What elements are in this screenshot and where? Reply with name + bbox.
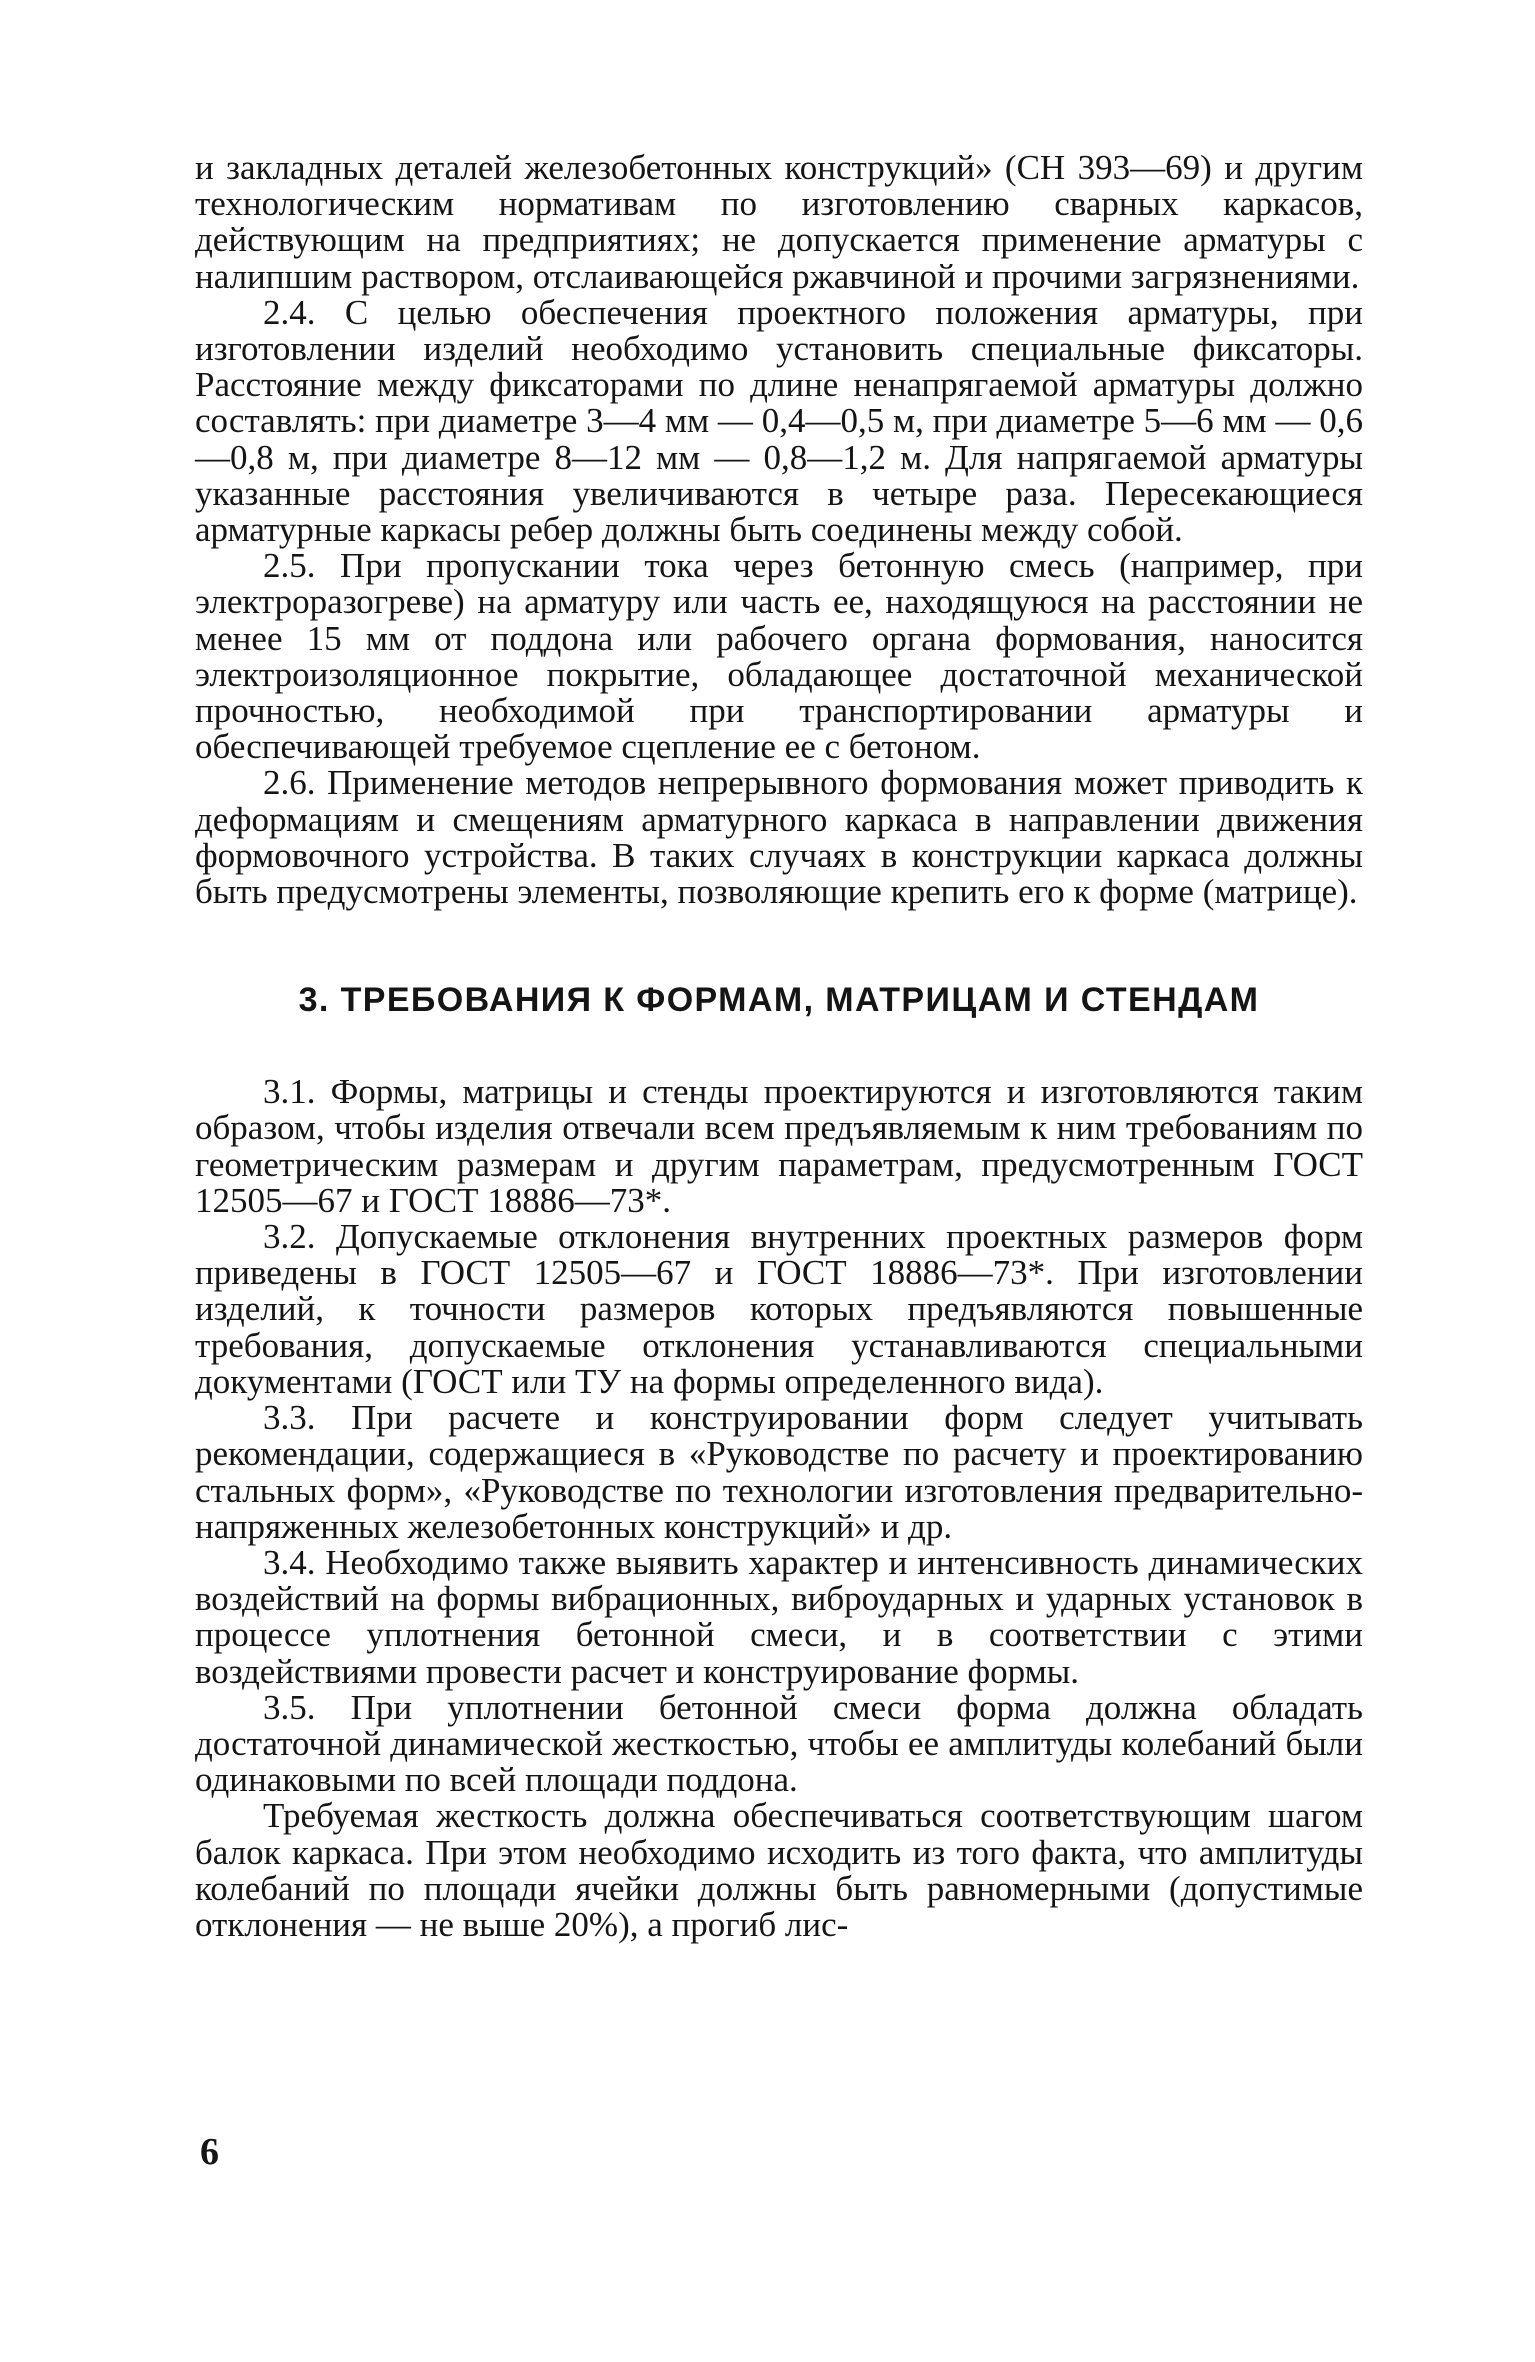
page-number: 6 bbox=[200, 2131, 219, 2173]
paragraph-3-4: 3.4. Необходимо также выявить характер и интенсивность динамических воздействий на формы вибрационных, виброударных и ударных установок в процессе уплотнения бетонной смеси, и в соответствии с этими воздействиями провести расчет и конструирование формы. bbox=[195, 1542, 1363, 1691]
paragraph-2-5: 2.5. При пропускании тока через бетонную смесь (например, при электроразогреве) на арматуру или часть ее, находящуюся на расстоянии не менее 15 мм от поддона или рабочего органа формования, наносится электроизоляционное покрытие, обладающее достаточной механической прочностью, необходимой при транспортировании арматуры и обеспечивающей требуемое сцепление ее с бетоном. bbox=[195, 546, 1363, 767]
paragraph-3-5: 3.5. При уплотнении бетонной смеси форма должна обладать достаточной динамической жесткостью, чтобы ее амплитуды колебаний были одинаковыми по всей площади поддона. bbox=[195, 1687, 1363, 1800]
paragraph-3-5-continued: Требуемая жесткость должна обеспечиваться соответствующим шагом балок каркаса. При этом необходимо исходить из того факта, что амплитуды колебаний по площади ячейки должны быть равномерными (допустимые отклонения — не выше 20%), а прогиб лис- bbox=[195, 1796, 1363, 1944]
document-page bbox=[195, 150, 1363, 1943]
paragraph-2-6: 2.6. Применение методов непрерывного формования может приводить к деформациям и смещениям арматурного каркаса в направлении движения формовочного устройства. В таких случаях в конструкции каркаса должны быть предусмотрены элементы, позволяющие крепить его к форме (матрице). bbox=[195, 763, 1363, 912]
paragraph-2-4: 2.4. С целью обеспечения проектного положения арматуры, при изготовлении изделий необходимо установить специальные фиксаторы. Расстояние между фиксаторами по длине ненапрягаемой арматуры должно составлять: при диаметре 3—4 мм — 0,4—0,5 м, при диаметре 5—6 мм — 0,6—0,8 м, при диаметре 8—12 мм — 0,8—1,2 м. Для напрягаемой арматуры указанные расстояния увеличиваются в четыре раза. Пересекающиеся арматурные каркасы ребер должны быть соединены между собой. bbox=[195, 292, 1363, 550]
paragraph-3-2: 3.2. Допускаемые отклонения внутренних проектных размеров форм приведены в ГОСТ 12505—67 и ГОСТ 18886—73*. При изготовлении изделий, к точности размеров которых предъявляются повышенные требования, допускаемые отклонения устанавливаются специальными документами (ГОСТ или ТУ на формы определенного вида). bbox=[195, 1217, 1363, 1401]
section-heading: 3. ТРЕБОВАНИЯ К ФОРМАМ, МАТРИЦАМ И СТЕНДАМ bbox=[298, 981, 1260, 1020]
paragraph-3-1: 3.1. Формы, матрицы и стенды проектируются и изготовляются таким образом, чтобы изделия отвечали всем предъявляемым к ним требованиям по геометрическим размерам и другим параметрам, предусмотренным ГОСТ 12505—67 и ГОСТ 18886—73*. bbox=[195, 1072, 1363, 1220]
paragraph-3-3: 3.3. При расчете и конструировании форм следует учитывать рекомендации, содержащиеся в «Руководстве по расчету и проектированию стальных форм», «Руководстве по технологии изготовления предварительно-напряженных железобетонных конструкций» и др. bbox=[195, 1398, 1363, 1546]
paragraph-continuation: и закладных деталей железобетонных конструкций» (СН 393—69) и другим технологическим нормативам по изготовлению сварных каркасов, действующим на предприятиях; не допускается применение арматуры с налипшим раствором, отслаивающейся ржавчиной и прочими загрязнениями. bbox=[195, 148, 1363, 296]
